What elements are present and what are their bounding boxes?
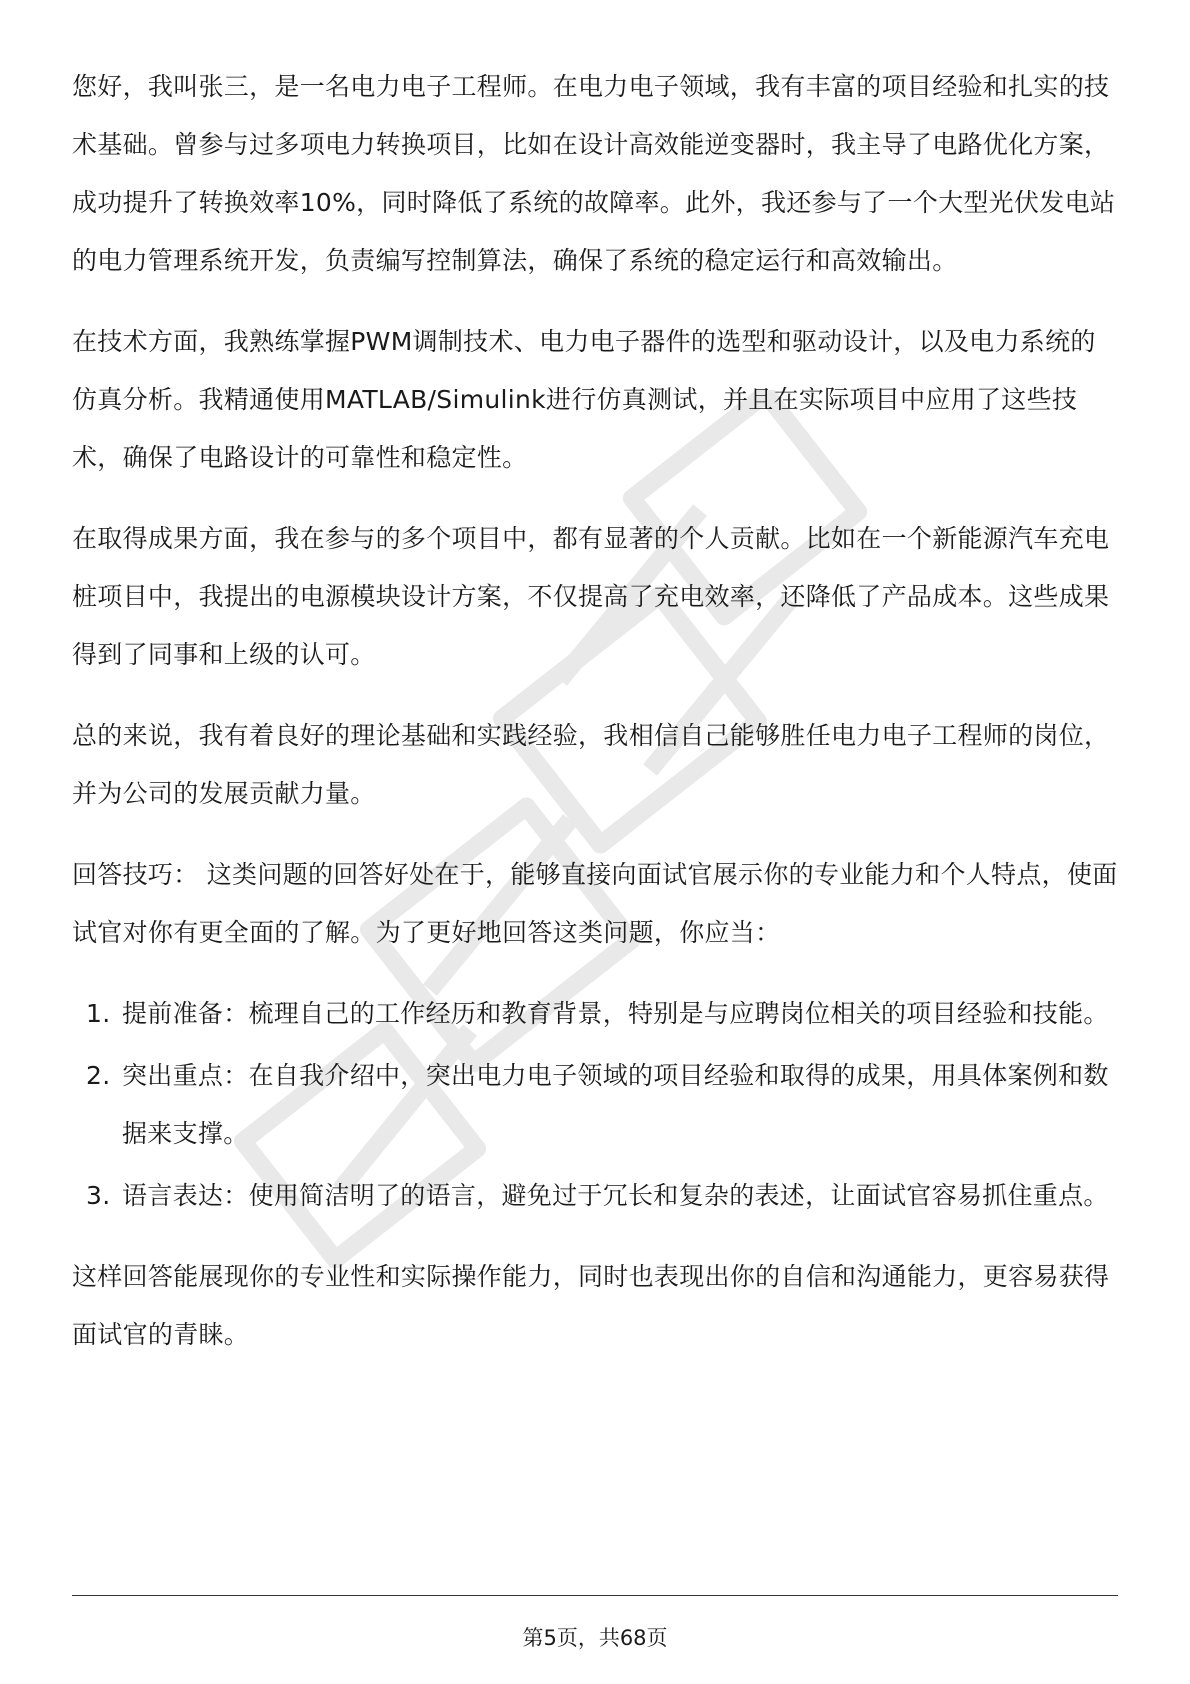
document-body — [72, 58, 1118, 1387]
closing-paragraph: 这样回答能展现你的专业性和实际操作能力，同时也表现出你的自信和沟通能力，更容易获得面试官的青睐。 — [72, 1262, 1110, 1349]
list-item — [72, 1167, 1118, 1225]
list-item-number: 1. — [86, 999, 111, 1028]
self-intro-paragraph: 您好，我叫张三，是一名电力电子工程师。在电力电子领域，我有丰富的项目经验和扎实的技术基础。曾参与过多项电力转换项目，比如在设计高效能逆变器时，我主导了电路优化方案，成功提升了转换效率10%，同时降低了系统的故障率。此外，我还参与了一个大型光伏发电站的电力管理系统开发，负责编写控制算法，确保了系统的稳定运行和高效输出。 — [72, 72, 1116, 275]
page-number: 第5页，共68页 — [522, 1626, 668, 1650]
list-item-number: 2. — [86, 1061, 111, 1090]
list-item-text: 语言表达：使用简洁明了的语言，避免过于冗长和复杂的表述，让面试官容易抓住重点。 — [122, 1181, 1109, 1210]
tips-list — [72, 985, 1118, 1225]
achievements-paragraph: 在取得成果方面，我在参与的多个项目中，都有显著的个人贡献。比如在一个新能源汽车充电桩项目中，我提出的电源模块设计方案，不仅提高了充电效率，还降低了产品成本。这些成果得到了同事和上级的认可。 — [72, 524, 1110, 669]
summary-paragraph: 总的来说，我有着良好的理论基础和实践经验，我相信自己能够胜任电力电子工程师的岗位，并为公司的发展贡献力量。 — [72, 721, 1110, 808]
list-item — [72, 1047, 1118, 1163]
list-item-number: 3. — [86, 1181, 111, 1210]
list-item — [72, 985, 1118, 1043]
answer-tips-paragraph: 回答技巧： 这类问题的回答好处在于，能够直接向面试官展示你的专业能力和个人特点，使面试官对你有更全面的了解。为了更好地回答这类问题，你应当： — [72, 860, 1118, 947]
technical-skills-paragraph: 在技术方面，我熟练掌握PWM调制技术、电力电子器件的选型和驱动设计，以及电力系统的仿真分析。我精通使用MATLAB/Simulink进行仿真测试，并且在实际项目中应用了这些技术，确保了电路设计的可靠性和稳定性。 — [72, 327, 1096, 472]
list-item-text: 突出重点：在自我介绍中，突出电力电子领域的项目经验和取得的成果，用具体案例和数据来支撑。 — [122, 1061, 1109, 1148]
list-item-text: 提前准备：梳理自己的工作经历和教育背景，特别是与应聘岗位相关的项目经验和技能。 — [122, 999, 1109, 1028]
footer-divider — [72, 1595, 1118, 1596]
